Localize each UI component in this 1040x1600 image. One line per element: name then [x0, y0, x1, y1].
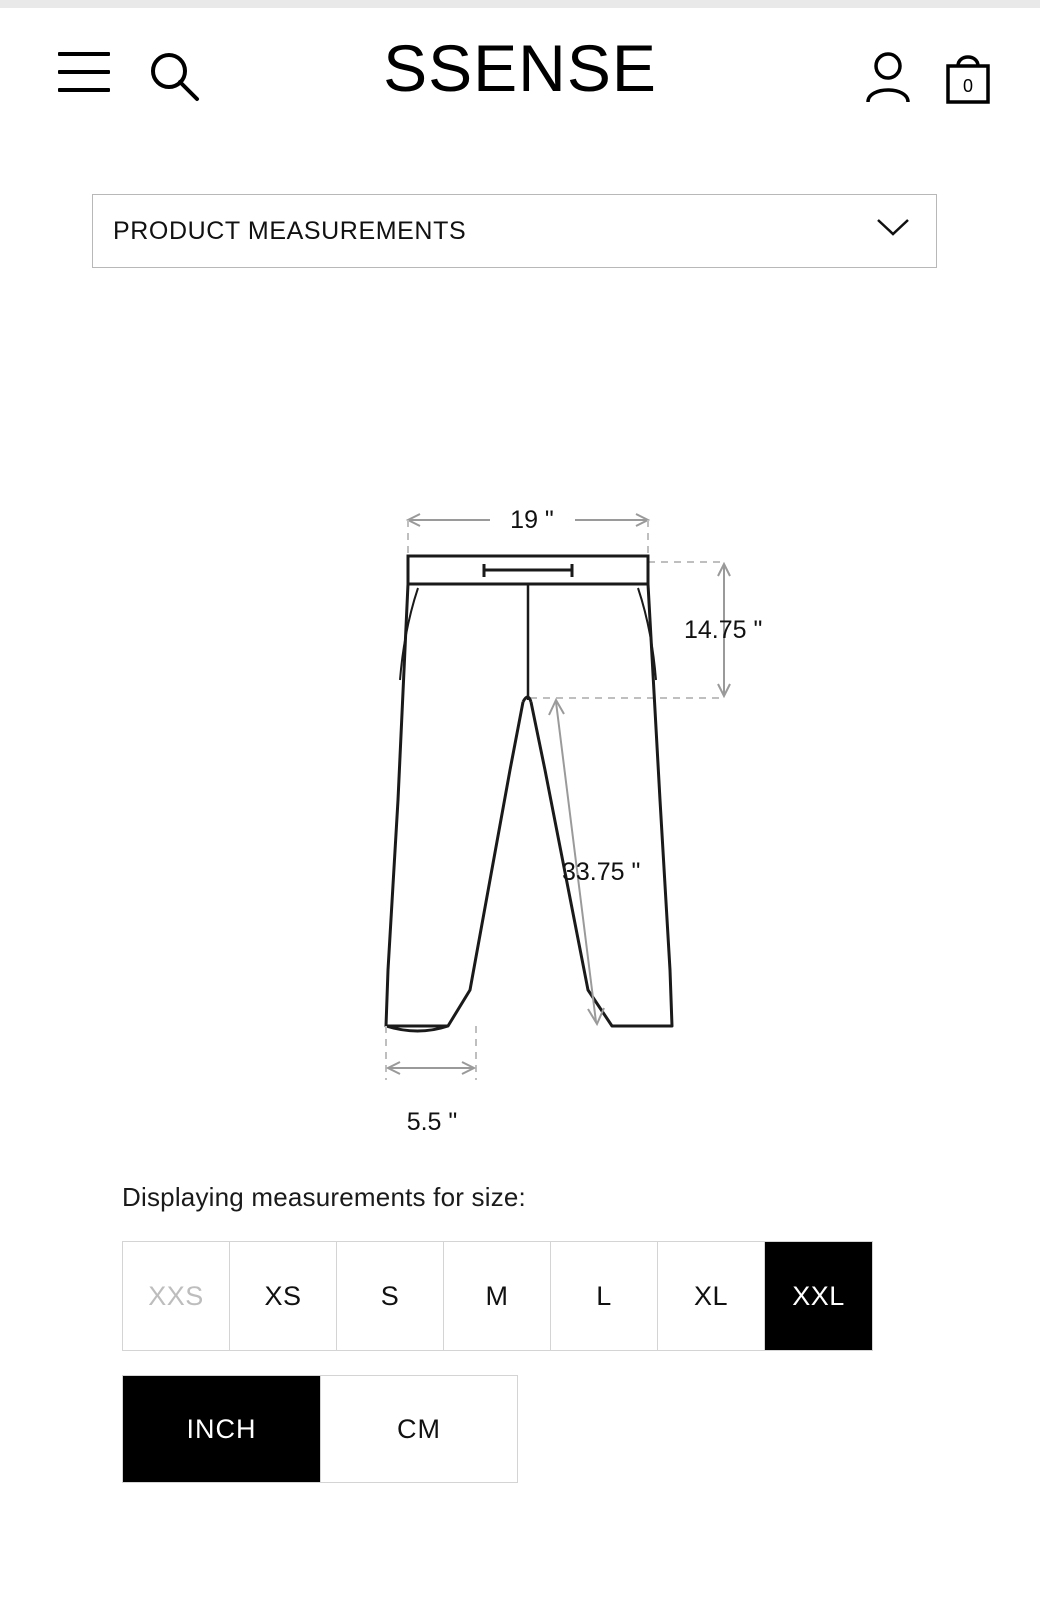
size-selector[interactable]	[122, 1241, 873, 1351]
size-option-m[interactable]: M	[444, 1242, 551, 1350]
size-option-xl[interactable]: XL	[658, 1242, 765, 1350]
size-option-xxl[interactable]: XXL	[765, 1242, 872, 1350]
size-option-xxs: XXS	[123, 1242, 230, 1350]
accordion-label: PRODUCT MEASUREMENTS	[113, 216, 467, 245]
size-option-s[interactable]: S	[337, 1242, 444, 1350]
shopping-bag-icon[interactable]	[944, 50, 992, 104]
status-strip	[0, 0, 1040, 8]
size-option-xs[interactable]: XS	[230, 1242, 337, 1350]
product-measurements-accordion[interactable]	[92, 194, 937, 268]
site-header	[0, 8, 1040, 132]
account-icon[interactable]	[864, 50, 912, 104]
waist-measurement-label: 19 "	[510, 506, 554, 534]
size-caption: Displaying measurements for size:	[122, 1182, 526, 1212]
unit-option-cm[interactable]: CM	[320, 1376, 517, 1482]
unit-toggle[interactable]	[122, 1375, 518, 1483]
unit-option-inch[interactable]: INCH	[123, 1376, 320, 1482]
size-option-l[interactable]: L	[551, 1242, 658, 1350]
rise-measurement-label: 14.75 "	[684, 616, 763, 644]
inseam-measurement-label: 33.75 "	[562, 858, 641, 886]
brand-logo[interactable]: SSENSE	[383, 31, 657, 105]
measurement-diagram	[0, 470, 1040, 1170]
leg-opening-measurement-label: 5.5 "	[406, 1108, 458, 1136]
chevron-down-icon	[876, 217, 910, 237]
svg-text:0: 0	[962, 76, 974, 96]
